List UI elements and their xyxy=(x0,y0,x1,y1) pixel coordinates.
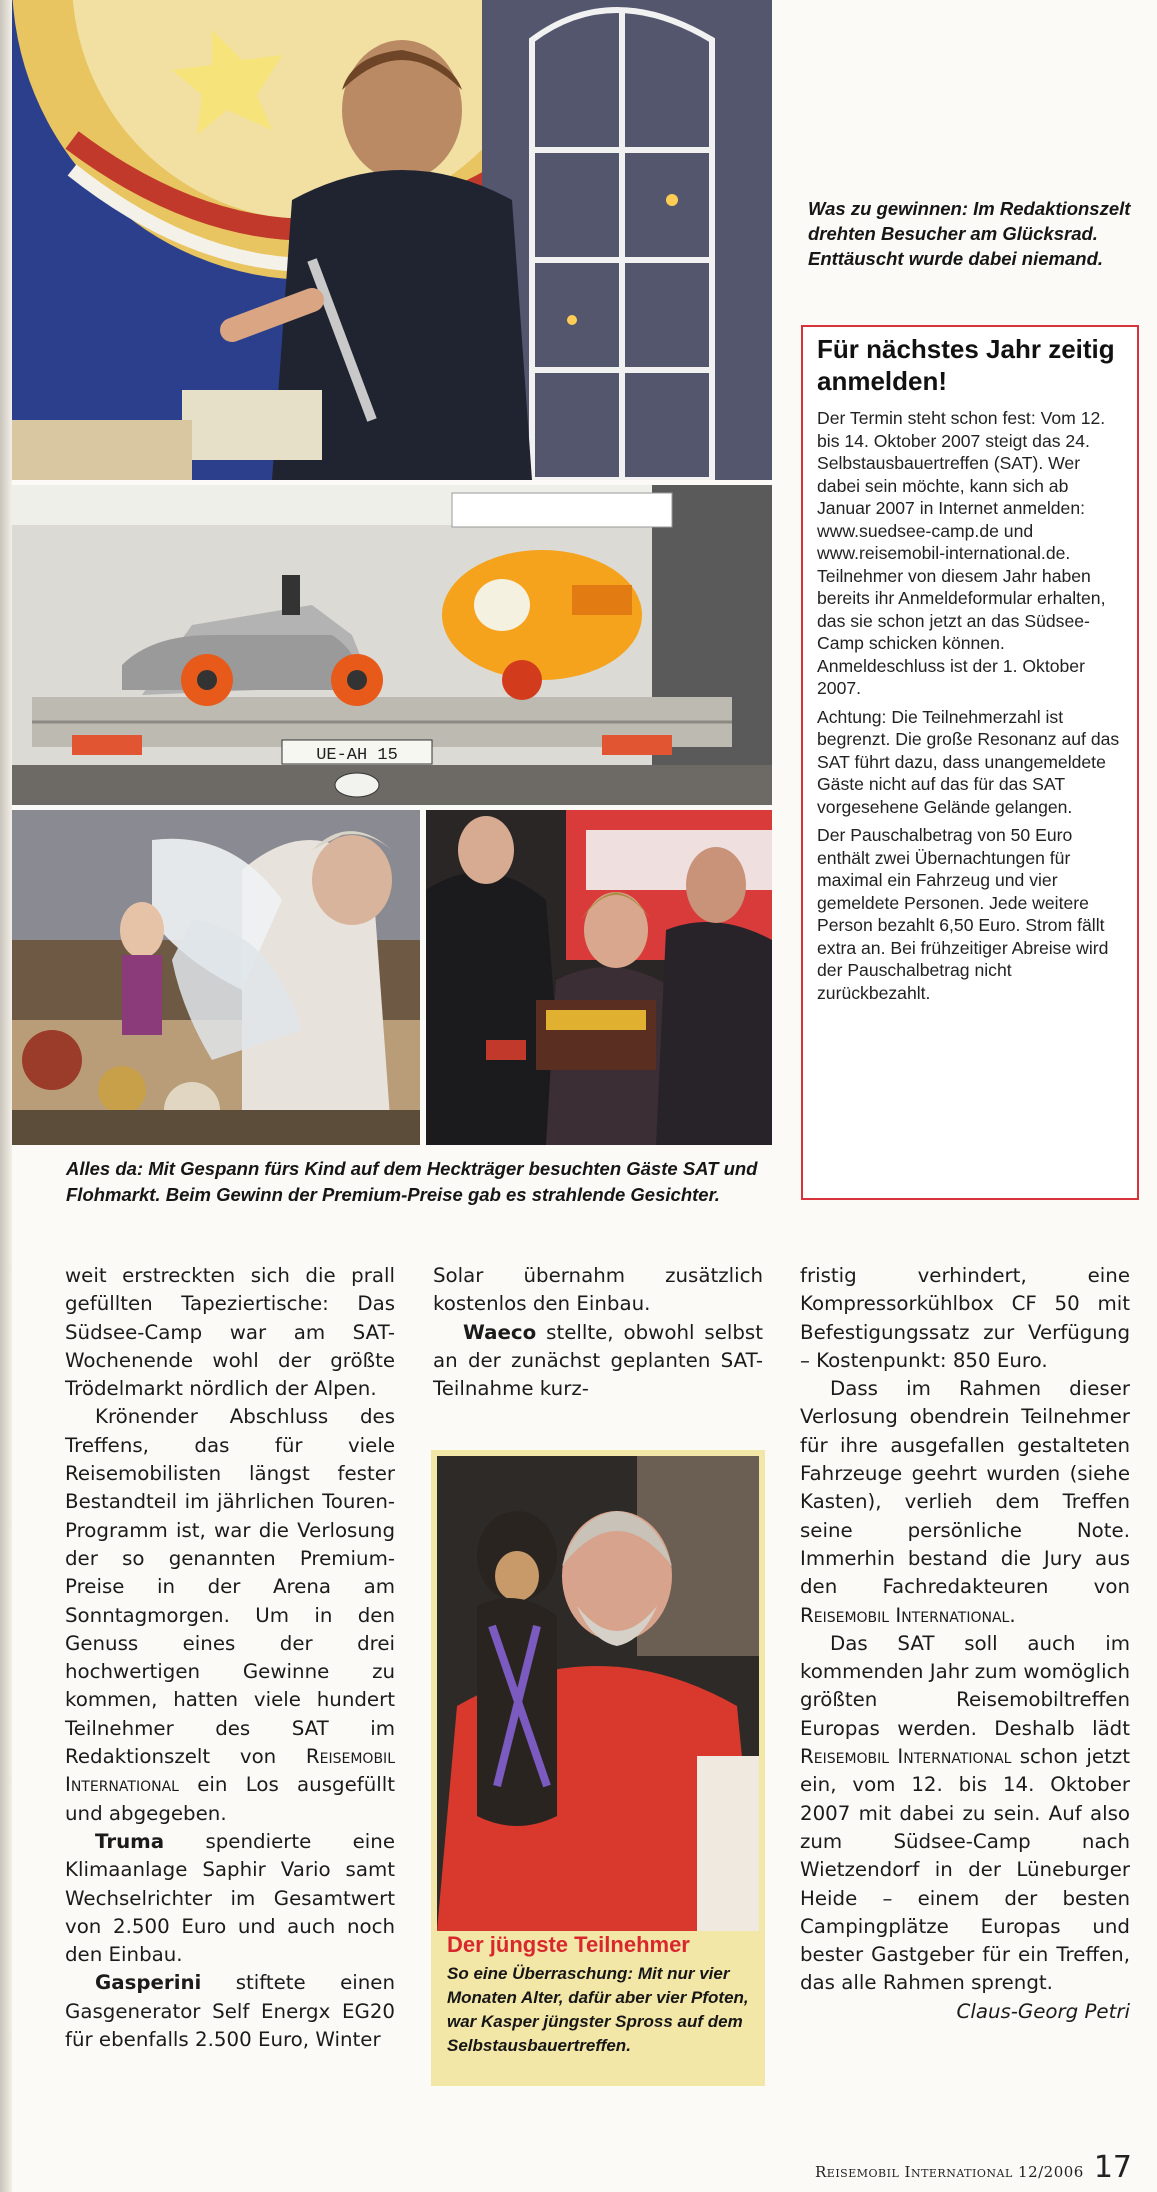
paragraph: Das SAT soll auch im kommenden Jahr zum womöglich größten Reisemobiltreffen Europas werden. Deshalb lädt Reisemobil International schon jetzt ein, vom 12. bis 14. Oktober 2007 mit dabei zu sein. Auf also zum Südsee-Camp nach Wietzendorf in der Lüneburger Heide – einem der besten Campingplätze Europas und bester Gastgeber für ein Treffen, das alle Rahmen sprengt. xyxy=(800,1631,1130,1995)
info-box-title: Für nächstes Jahr zeitig anmelden! xyxy=(817,334,1115,396)
info-box-paragraph-3: Der Pauschalbetrag von 50 Euro enthält zwei Übernachtungen für maximal ein Fahrzeug und vier gemeldete Personen. Jede weitere Person bezahlt 6,50 Euro. Strom fällt extra an. Bei frühzeitiger Abreise wird der Pauschalbetrag nicht zurückbezahlt. xyxy=(817,825,1109,1003)
paragraph: weit erstreckten sich die prall gefüllten Tapeziertische: Das Südsee-Camp war am SAT-Wochenende wohl der größte Trödelmarkt nördlich der Alpen. xyxy=(65,1264,395,1401)
license-plate-text: UE-AH 15 xyxy=(316,746,398,765)
author-byline: Claus-Georg Petri xyxy=(956,1999,1130,2023)
article-column-2 xyxy=(433,1262,763,1403)
photo-toy-car-trailer xyxy=(12,485,772,805)
photo-prize-winners xyxy=(426,810,772,1145)
brand-name: Waeco xyxy=(463,1320,537,1344)
photo-man-with-dog xyxy=(437,1456,759,1931)
photo-box-title: Der jüngste Teilnehmer xyxy=(447,1932,690,1957)
paragraph: fristig verhindert, eine Kompressorkühlbox CF 50 mit Befestigungssatz zur Verfügung – Kostenpunkt: 850 Euro. xyxy=(800,1264,1130,1372)
brand-name: Truma xyxy=(95,1829,165,1853)
paragraph: Solar übernahm zusätzlich kostenlos den Einbau. xyxy=(433,1264,763,1316)
page-spine-shadow xyxy=(0,0,12,2192)
paragraph: Gasperini stiftete einen Gasgenerator Self Energx EG20 für ebenfalls 2.500 Euro, Winter xyxy=(65,1971,395,2052)
paragraph: Truma spendierte eine Klimaanlage Saphir Vario samt Wechselrichter im Gesamtwert von 2.500 Euro und auch noch den Einbau. xyxy=(65,1829,395,1967)
info-box-registration xyxy=(801,325,1139,1200)
photo-flea-market xyxy=(12,810,420,1145)
caption-flea-market: Alles da: Mit Gespann fürs Kind auf dem Heckträger besuchten Gäste SAT und Flohmarkt. Beim Gewinn der Premium-Preise gab es strahlende Gesichter. xyxy=(66,1158,758,1205)
photo-box-caption: So eine Überraschung: Mit nur vier Monaten Alter, dafür aber vier Pfoten, war Kasper jüngster Spross auf dem Selbstausbauertreffen. xyxy=(447,1964,749,2055)
magazine-name: Reisemobil International xyxy=(800,1745,1012,1769)
magazine-name: Reisemobil International xyxy=(800,1603,1010,1627)
footer-magazine-issue: Reisemobil International 12/2006 xyxy=(815,2163,1084,2181)
info-box-paragraph-1: Der Termin steht schon fest: Vom 12. bis 14. Oktober 2007 steigt das 24. Selbstausbauertreffen (SAT). Wer dabei sein möchte, kann sich ab Januar 2007 in Internet anmelden: www.suedsee-camp.de und www.reisemobil-international.de. Teilnehmer von diesem Jahr haben bereits ihr Anmeldeformular erhalten, das sie schon jetzt an das Südsee-Camp schicken können. Anmeldeschluss ist der 1. Oktober 2007. xyxy=(817,408,1106,698)
caption-wheel-of-fortune: Was zu gewinnen: Im Redaktionszelt drehten Besucher am Glücksrad. Enttäuscht wurde dabei niemand. xyxy=(808,198,1131,269)
paragraph: Krönender Abschluss des Treffens, das für viele Reisemobilisten längst fester Bestandteil im jährlichen Touren-Programm ist, war die Verlosung der so genannten Premium-Preise in der Arena am Sonntagmorgen. Um in den Genuss eines der drei hochwertigen Gewinne zu kommen, hatten viele hundert Teilnehmer des SAT im Redaktionszelt von Reisemobil International ein Los ausgefüllt und abgegeben. xyxy=(65,1405,395,1825)
page-footer xyxy=(815,2150,1132,2185)
article-column-3 xyxy=(800,1262,1130,2026)
photo-box-youngest-participant xyxy=(431,1450,765,2086)
page-number: 17 xyxy=(1093,2150,1133,2185)
paragraph: Dass im Rahmen dieser Verlosung obendrein Teilnehmer für ihre ausgefallen gestalteten Fahrzeuge geehrt wurden (siehe Kasten), verlieh dem Treffen seine persönliche Note. Immerhin bestand die Jury aus den Fachredakteuren von Reisemobil International. xyxy=(800,1377,1130,1627)
article-column-1 xyxy=(65,1262,395,2054)
brand-name: Gasperini xyxy=(95,1971,202,1995)
photo-wheel-of-fortune xyxy=(12,0,772,480)
paragraph: Waeco stellte, obwohl selbst an der zunächst geplanten SAT-Teilnahme kurz- xyxy=(433,1320,763,1401)
magazine-name: Reisemobil International xyxy=(65,1745,395,1797)
info-box-paragraph-2: Achtung: Die Teilnehmerzahl ist begrenzt. Die große Resonanz auf das SAT führt dazu, dass unangemeldete Gäste nicht auf das für das SAT vorgesehene Gelände gelangen. xyxy=(817,706,1120,817)
